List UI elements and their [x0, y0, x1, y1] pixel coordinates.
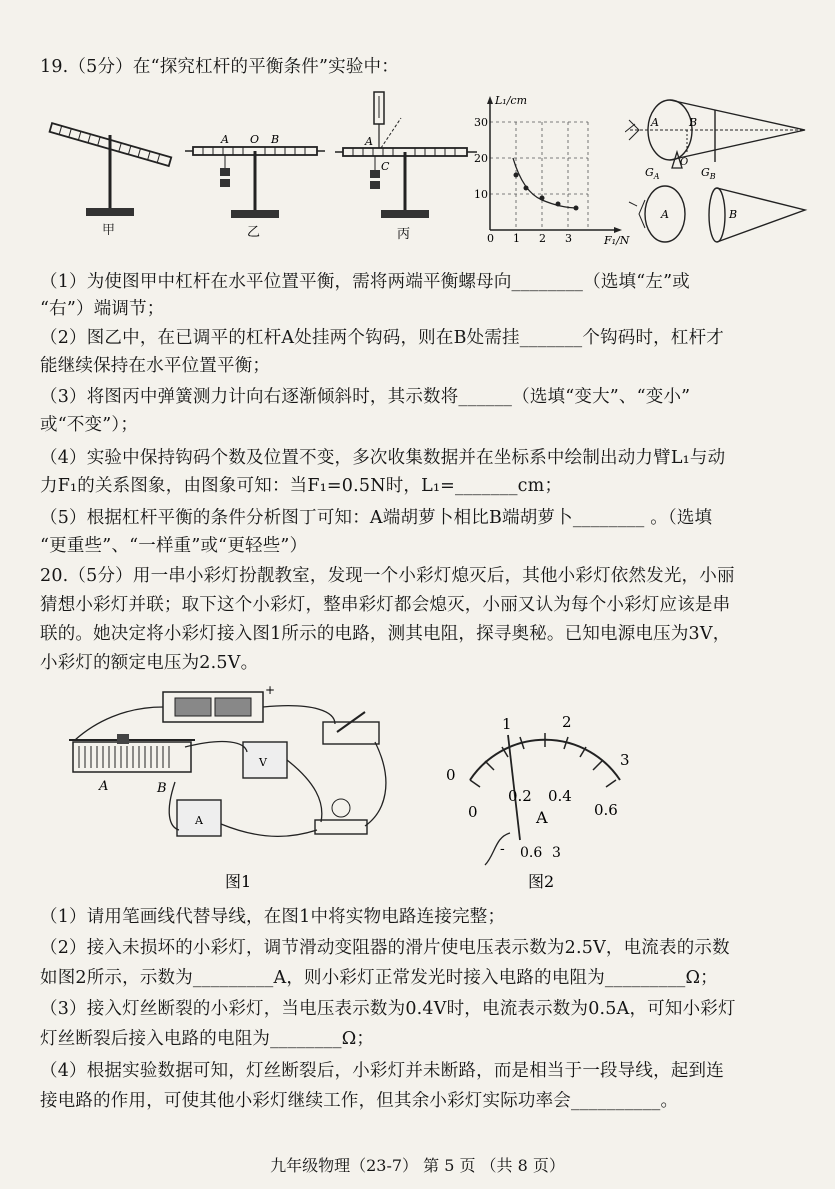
carrot-piece-A: A	[661, 208, 669, 221]
figure1-circuit	[65, 682, 405, 897]
q19-line-7: （4）实验中保持钩码个数及位置不变，多次收集数据并在坐标系中绘制出动力臂L₁与动	[40, 448, 726, 468]
graph-x-tick-3: 3	[565, 232, 572, 245]
figure-jia-lever	[40, 110, 180, 235]
q20-sub-2: （2）接入未损坏的小彩灯，调节滑动变阻器的滑片使电压表示数为2.5V，电流表的示数	[40, 938, 730, 958]
carrot-label-B: B	[689, 116, 698, 129]
q20-sub-6: （4）根据实验数据可知，灯丝断裂后，小彩灯并未断路，而是相当于一段导线，起到连	[40, 1061, 724, 1081]
dial-inner-0.2: 0.2	[508, 787, 532, 805]
figure-yi-caption: 乙	[247, 225, 261, 240]
dial-unit: A	[536, 808, 548, 827]
q19-line-9: （5）根据杠杆平衡的条件分析图丁可知：A端胡萝卜相比B端胡萝卜________ 。（选填	[40, 508, 713, 528]
label-A-bing: A	[365, 135, 373, 148]
q19-line-1: （1）为使图甲中杠杆在水平位置平衡，需将两端平衡螺母向________（选填“左”或	[40, 272, 690, 292]
dial-outer-2: 2	[562, 713, 572, 731]
q20-sub-7: 接电路的作用，可使其他小彩灯继续工作，但其余小彩灯实际功率会__________。	[40, 1091, 679, 1111]
q20-line-4: 小彩灯的额定电压为2.5V。	[40, 653, 259, 673]
q19-line-2: “右”）端调节；	[40, 299, 165, 319]
q20-sub-3: 如图2所示，示数为_________A，则小彩灯正常发光时接入电路的电阻为_________Ω；	[40, 968, 718, 988]
graph-y-tick-10: 10	[474, 188, 488, 201]
figure-jia-caption: 甲	[102, 223, 116, 235]
figure-yi-lever	[185, 130, 325, 240]
graph-x-axis-label: F₁/N	[604, 234, 630, 247]
graph-l1-f1	[468, 92, 643, 247]
figure2-caption: 图2	[528, 872, 555, 891]
label-B: B	[271, 133, 280, 146]
graph-x-tick-2: 2	[539, 232, 546, 245]
terminal-3: 3	[552, 845, 561, 861]
figure1-caption: 图1	[225, 872, 252, 891]
ammeter-A: A	[195, 814, 203, 827]
graph-y-axis-label: L₁/cm	[495, 94, 528, 107]
q19-line-6: 或“不变”）；	[40, 415, 139, 435]
figure-ding-carrot	[625, 92, 810, 252]
q20-sub-4: （3）接入灯丝断裂的小彩灯，当电压表示数为0.4V时，电流表示数为0.5A，可知小彩灯	[40, 999, 736, 1019]
q19-line-8: 力F₁的关系图象，由图象可知：当F₁=0.5N时，L₁=_______cm；	[40, 476, 563, 496]
figure2-ammeter-dial	[440, 705, 650, 895]
q19-header: 19.（5分）在“探究杠杆的平衡条件”实验中：	[40, 57, 399, 77]
carrot-label-O: O	[680, 157, 689, 168]
q20-line-1: 20.（5分）用一串小彩灯扮靓教室，发现一个小彩灯熄灭后，其他小彩灯依然发光，小丽	[40, 566, 735, 586]
dial-inner-0.6: 0.6	[594, 801, 618, 819]
dial-outer-0: 0	[446, 766, 456, 784]
graph-y-tick-30: 30	[474, 116, 488, 129]
carrot-label-GA: $G_A$	[645, 166, 660, 181]
figure-bing-lever	[335, 88, 485, 240]
figure-bing-caption: 丙	[397, 227, 411, 240]
dial-outer-3: 3	[620, 751, 630, 769]
q19-line-5: （3）将图丙中弹簧测力计向右逐渐倾斜时，其示数将______（选填“变大”、“变小”	[40, 387, 691, 407]
q19-line-3: （2）图乙中，在已调平的杠杆A处挂两个钩码，则在B处需挂_______个钩码时，杠杆才	[40, 328, 724, 348]
dial-inner-0: 0	[468, 803, 478, 821]
rheostat-label-B: B	[157, 781, 167, 796]
terminal-0.6: 0.6	[520, 845, 543, 861]
carrot-piece-B: B	[729, 208, 738, 221]
q20-sub-1: （1）请用笔画线代替导线，在图1中将实物电路连接完整；	[40, 907, 506, 927]
label-O: O	[250, 133, 260, 146]
q20-sub-5: 灯丝断裂后接入电路的电阻为________Ω；	[40, 1029, 375, 1049]
page-footer: 九年级物理（23-7） 第 5 页 （共 8 页）	[270, 1156, 565, 1175]
q20-line-2: 猜想小彩灯并联；取下这个小彩灯，整串彩灯都会熄灭，小丽又认为每个小彩灯应该是串	[40, 595, 731, 615]
q19-line-10: “更重些”、“一样重”或“更轻些”）	[40, 536, 308, 556]
battery-plus: +	[265, 683, 276, 697]
label-A: A	[221, 133, 229, 146]
voltmeter-V: V	[259, 756, 267, 769]
carrot-label-A: A	[651, 116, 659, 129]
q19-line-4: 能继续保持在水平位置平衡；	[40, 356, 271, 376]
graph-x-tick-1: 1	[513, 232, 520, 245]
rheostat-label-A: A	[99, 779, 109, 794]
terminal-minus: -	[500, 841, 505, 857]
dial-inner-0.4: 0.4	[548, 787, 572, 805]
q20-line-3: 联的。她决定将小彩灯接入图1所示的电路，测其电阻，探寻奥秘。已知电源电压为3V，	[40, 624, 731, 644]
label-C-bing: C	[381, 160, 390, 173]
carrot-label-GB: $G_B$	[701, 166, 716, 181]
graph-x-tick-0: 0	[487, 232, 494, 245]
dial-outer-1: 1	[502, 715, 512, 733]
graph-y-tick-20: 20	[474, 152, 488, 165]
